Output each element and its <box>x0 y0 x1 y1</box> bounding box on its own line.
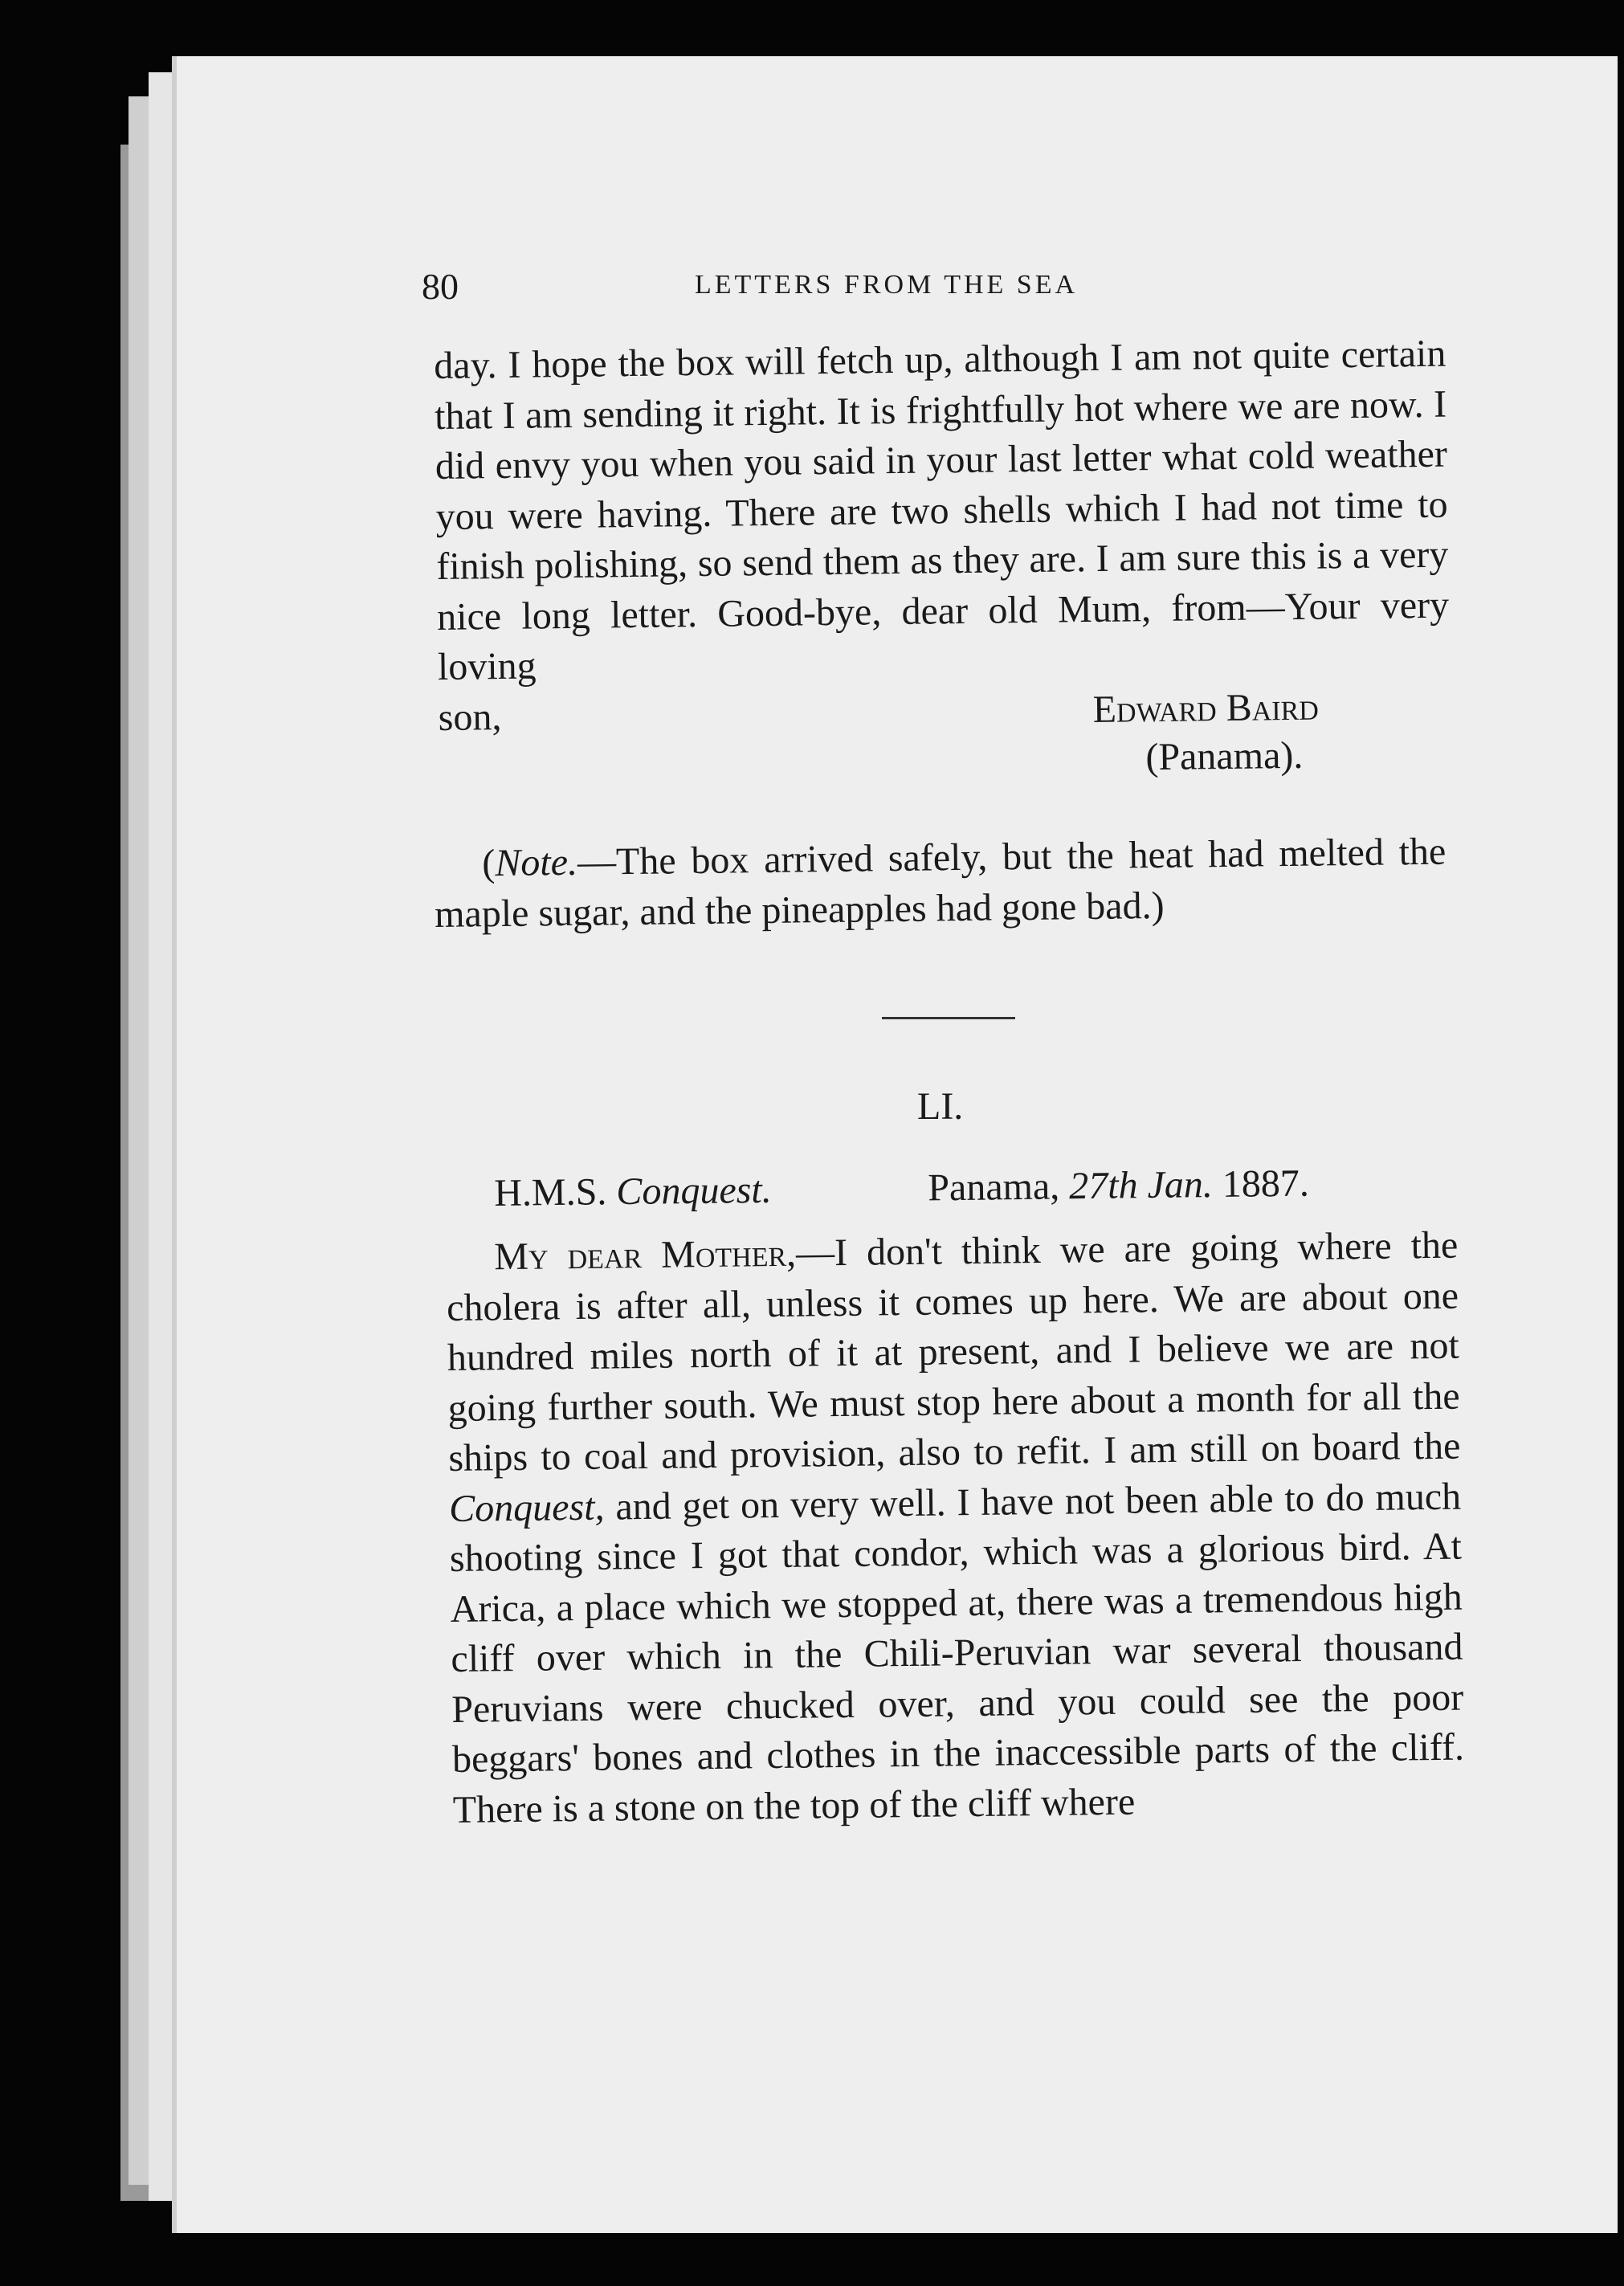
paragraph-text: day. I hope the box will fetch up, although I am not quite certain that I am sending it right. It is frightfully hot where we are now. I did envy you when you said in your last letter what cold weather you were having. There are two shells which I had not time to finish polishing, so send them as they are. I am sure this is a very nice long letter. Good-bye, dear old Mum, from—Your very loving <box>434 332 1450 688</box>
salutation: My dear Mother, <box>494 1231 797 1279</box>
running-head: LETTERS FROM THE SEA <box>695 270 1079 300</box>
letter-ending-paragraph <box>434 329 1451 791</box>
note-text: —The box arrived safely, but the heat had melted the maple sugar, and the pineapples had gone bad.) <box>434 830 1447 936</box>
note-label: Note. <box>495 840 578 885</box>
letter-text-part1: —I don't think we are going where the cholera is after all, unless it comes up here. We are about one hundred miles north of it at present, and I believe we are not going further south. We must stop here about a month for all the ships to coal and provision, also to refit. I am still on board the <box>446 1223 1461 1480</box>
letter-text-part2: and get on very well. I have not been able to do much shooting since I got that condor, which was a glorious bird. At Arica, a place which we stopped at, there was a tremendous high cliff over which in the Chili-Peruvian war several thousand Peruvians were chucked over, and you could see the poor beggars' bones and clothes in the inaccessible parts of the cliff. There is a stone on the top of the cliff where <box>449 1475 1465 1831</box>
signature-place: (Panama). <box>1145 733 1304 778</box>
place-name: Panama, <box>927 1165 1070 1210</box>
page-number: 80 <box>422 266 459 307</box>
editor-note <box>434 827 1447 940</box>
ship-name: Conquest. <box>616 1168 773 1214</box>
signature: Edward Baird <box>1092 685 1320 731</box>
section-divider <box>882 1017 1015 1019</box>
letter-body <box>446 1221 1465 1835</box>
closing-word: son, <box>438 695 502 739</box>
date-line <box>928 1161 1309 1210</box>
ship-line <box>494 1168 772 1215</box>
ship-name-inline: Conquest, <box>448 1485 605 1530</box>
letter-numeral: LI. <box>917 1085 964 1128</box>
letter-date: 27th Jan. <box>1068 1163 1214 1208</box>
letter-year: 1887. <box>1212 1161 1310 1206</box>
ship-prefix: H.M.S. <box>494 1170 617 1214</box>
note-open-paren: ( <box>482 842 496 885</box>
